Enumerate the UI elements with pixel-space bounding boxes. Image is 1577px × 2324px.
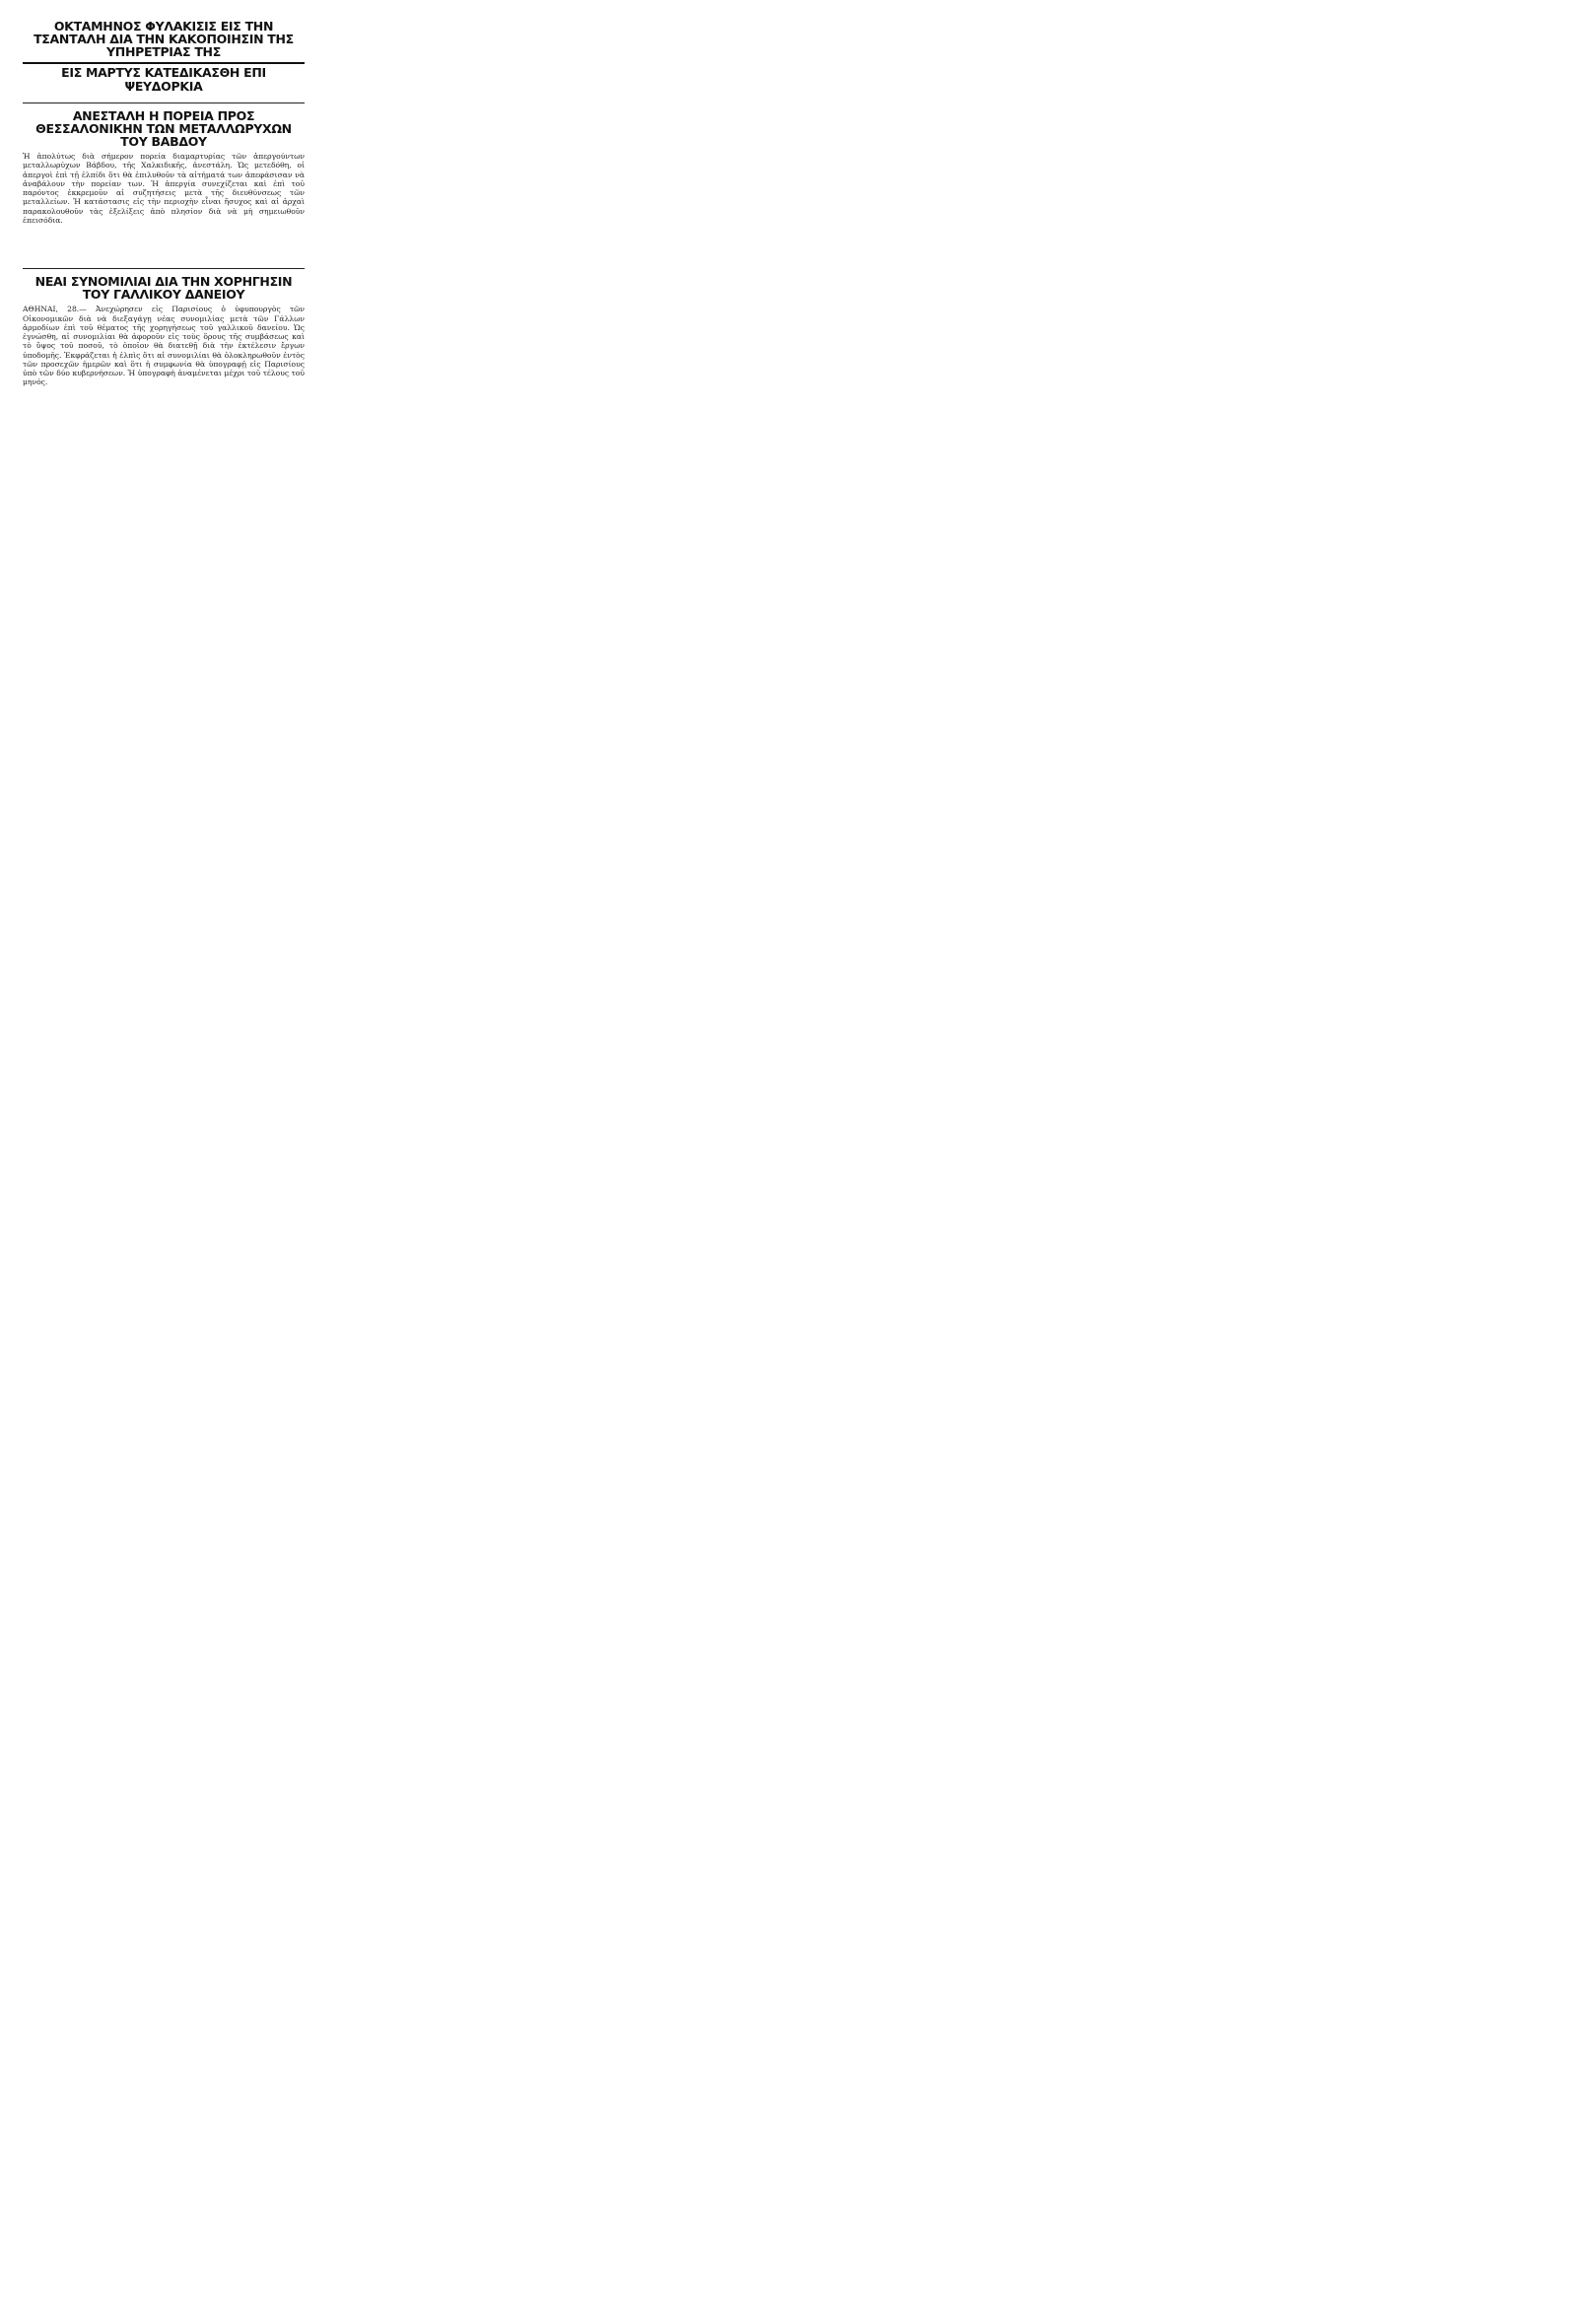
article-text: Ἡ ἀπολύτως διὰ σήμερον πορεία διαμαρτυρίας τῶν ἀπεργούντων μεταλλωρύχων Βάβδου, τῆς Χαλκιδικῆς, ἀνεστάλη. Ὡς μετεδόθη, οἱ ἀπεργοὶ ἐπὶ τῇ ἐλπίδι ὅτι θὰ ἐπιλυθοῦν τὰ αἰτήματά των ἀπεφάσισαν νὰ ἀναβάλουν τὴν πορείαν των. Ἡ ἀπεργία συνεχίζεται καὶ ἐπὶ τοῦ παρόντος ἐκκρεμοῦν αἱ συζητήσεις μετὰ τῆς διευθύνσεως τῶν μεταλλείων. Ἡ κατάστασις εἰς τὴν περιοχὴν εἶναι ἥσυχος καὶ αἱ ἀρχαὶ παρακολουθοῦν τὰς ἐξελίξεις ἀπὸ πλησίον διὰ νὰ μὴ σημειωθοῦν ἐπεισόδια. xyxy=(23,152,305,225)
article-metallorychoi xyxy=(23,103,305,269)
headline: ΝΕΑΙ ΣΥΝΟΜΙΛΙΑΙ ΔΙΑ ΤΗΝ ΧΟΡΗΓΗΣΙΝ ΤΟΥ ΓΑΛΛΙΚΟΥ ΔΑΝΕΙΟΥ xyxy=(34,274,293,303)
article-text: ΑΘΗΝΑΙ, 28.— Ἀνεχώρησεν εἰς Παρισίους ὁ ὑφυπουργὸς τῶν Οἰκονομικῶν διὰ νὰ διεξαγάγῃ νέας συνομιλίας μετὰ τῶν Γάλλων ἁρμοδίων ἐπὶ τοῦ θέματος τῆς χορηγήσεως τοῦ γαλλικοῦ δανείου. Ὡς ἐγνώσθη, αἱ συνομιλίαι θὰ ἀφοροῦν εἰς τοὺς ὅρους τῆς συμβάσεως καὶ τὸ ὕψος τοῦ ποσοῦ, τὸ ὁποῖον θὰ διατεθῇ διὰ τὴν ἐκτέλεσιν ἔργων ὑποδομῆς. Ἐκφράζεται ἡ ἐλπὶς ὅτι αἱ συνομιλίαι θὰ ὁλοκληρωθοῦν ἐντὸς τῶν προσεχῶν ἡμερῶν καὶ ὅτι ἡ συμφωνία θὰ ὑπογραφῇ εἰς Παρισίους ὑπὸ τῶν δύο κυβερνήσεων. Ἡ ὑπογραφὴ ἀναμένεται μέχρι τοῦ τέλους τοῦ μηνός. xyxy=(23,305,305,387)
article-gallikon-daneion xyxy=(23,269,305,488)
article-tsantali xyxy=(23,14,305,103)
headline: ΟΚΤΑΜΗΝΟΣ ΦΥΛΑΚΙΣΙΣ ΕΙΣ ΤΗΝ ΤΣΑΝΤΑΛΗ ΔΙΑ ΤΗΝ ΚΑΚΟΠΟΙΗΣΙΝ ΤΗΣ ΥΠΗΡΕΤΡΙΑΣ ΤΗΣ xyxy=(34,19,294,60)
subheadline: ΕΙΣ ΜΑΡΤΥΣ ΚΑΤΕΔΙΚΑΣΘΗ ΕΠΙ ΨΕΥΔΟΡΚΙΑ xyxy=(61,65,266,94)
headline: ΑΝΕΣΤΑΛΗ Η ΠΟΡΕΙΑ ΠΡΟΣ ΘΕΣΣΑΛΟΝΙΚΗΝ ΤΩΝ ΜΕΤΑΛΛΩΡΥΧΩΝ ΤΟΥ ΒΑΒΔΟΥ xyxy=(35,107,292,149)
column-1 xyxy=(16,14,311,2310)
newspaper-page xyxy=(16,14,1561,2310)
